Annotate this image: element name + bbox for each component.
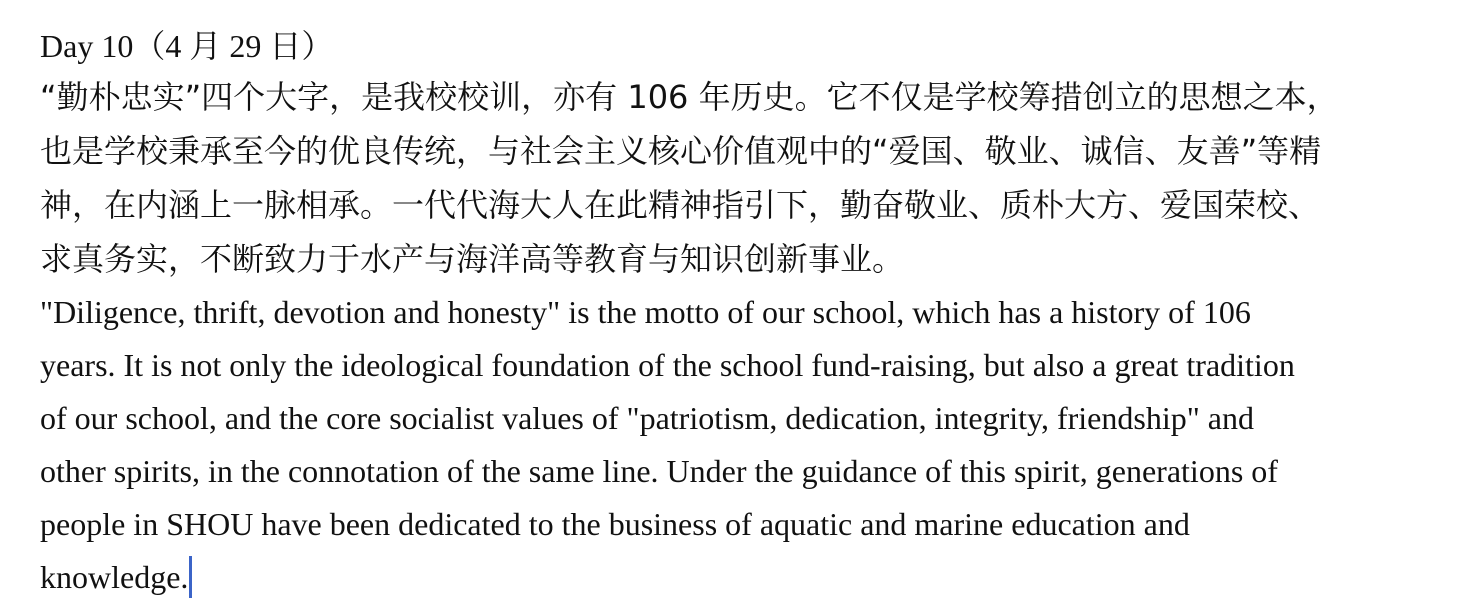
text-cursor — [189, 556, 192, 598]
day-heading: Day 10（4 月 29 日） — [40, 28, 334, 64]
english-line-3: of our school, and the core socialist values of "patriotism, dedication, integrity, friendship" and — [40, 400, 1254, 436]
english-line-5: people in SHOU have been dedicated to the business of aquatic and marine education and — [40, 506, 1190, 542]
english-line-6-text: knowledge. — [40, 559, 189, 595]
english-line-4: other spirits, in the connotation of the same line. Under the guidance of this spirit, generations of — [40, 453, 1278, 489]
english-line-6 — [40, 551, 1452, 604]
english-line-1: "Diligence, thrift, devotion and honesty" is the motto of our school, which has a history of 106 — [40, 294, 1251, 330]
english-line-2: years. It is not only the ideological foundation of the school fund-raising, but also a great tradition — [40, 347, 1295, 383]
chinese-line-3: 神，在内涵上一脉相承。一代代海大人在此精神指引下，勤奋敬业、质朴大方、爱国荣校、 — [40, 186, 1321, 224]
document-body[interactable] — [40, 22, 1452, 604]
chinese-line-1: “勤朴忠实”四个大字，是我校校训，亦有 106 年历史。它不仅是学校筹措创立的思想之本， — [40, 78, 1339, 116]
chinese-paragraph — [40, 70, 1452, 286]
chinese-line-2: 也是学校秉承至今的优良传统，与社会主义核心价值观中的“爱国、敬业、诚信、友善”等精 — [40, 132, 1322, 170]
chinese-line-4: 求真务实，不断致力于水产与海洋高等教育与知识创新事业。 — [40, 240, 905, 278]
english-paragraph — [40, 286, 1452, 604]
